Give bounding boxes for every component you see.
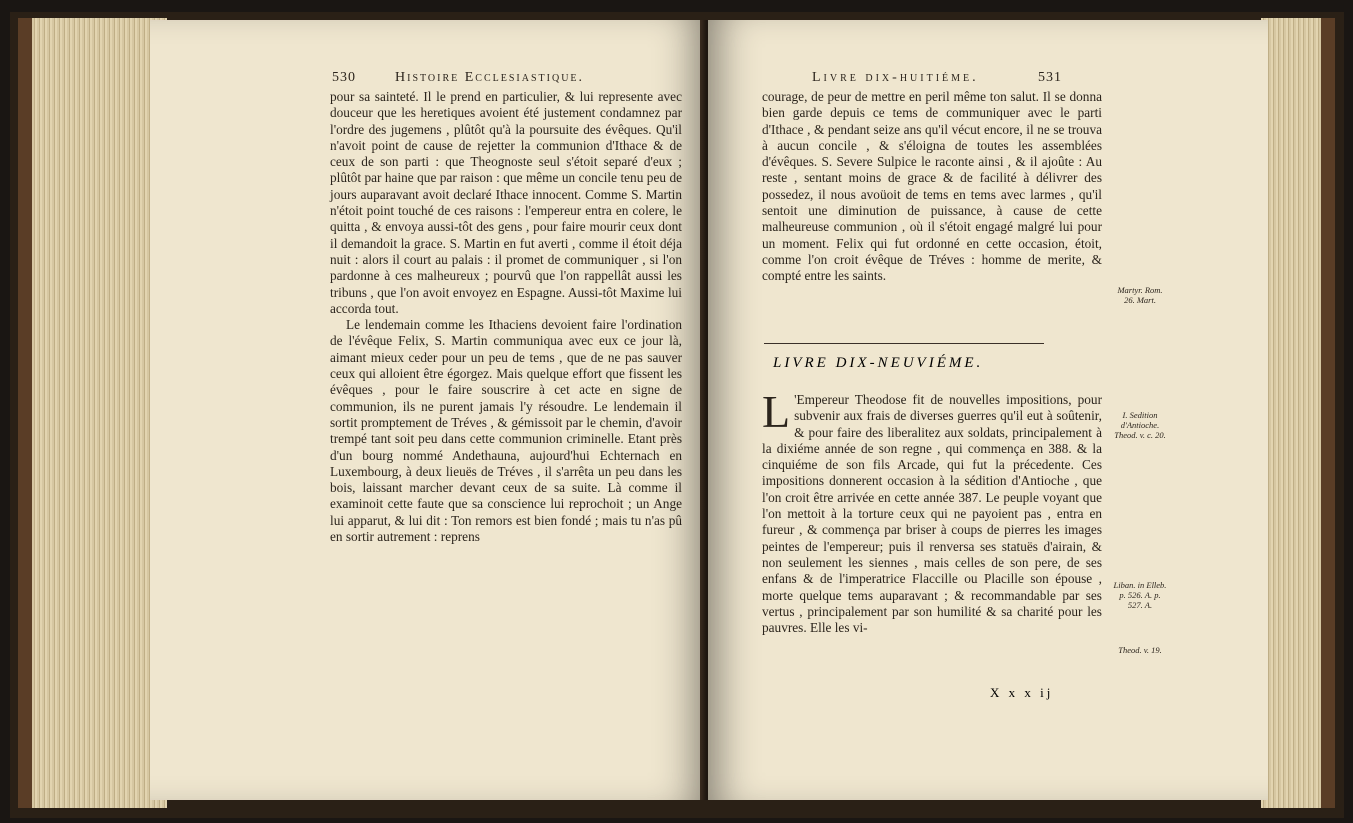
drop-cap: L xyxy=(762,386,791,437)
right-body-1 xyxy=(762,89,1102,285)
left-page-edges xyxy=(18,18,167,808)
margin-note-sedition: I. Sedition d'Antioche. Theod. v. c. 20. xyxy=(1114,410,1166,440)
signature-mark: X x x ij xyxy=(990,685,1054,700)
book-title: LIVRE DIX-NEUVIÉME. xyxy=(773,355,984,371)
right-paragraph-2: 'Empereur Theodose fit de nouvelles impositions, pour subvenir aux frais de diverses guerres qu'il eut à soûtenir, & pour faire des liberalitez aux soldats, principalement à la dixiéme année de son regne , qui commença en 388. & la cinquiéme de son fils Arcade, qui fut la précedente. Ces impositions donnerent occasion à la sédition d'Antioche , que l'on croit être arrivée en cette année 387. Le peuple voyant que l'on mettoit à la torture ceux qui ne payoient pas , entra en fureur , & commença par briser à coups de pierres les images peintes de l'empereur; puis il renversa ses statuës d'airain, & non seulement les siennes , mais celles de son pere, de ses enfans & de l'imperatrice Flaccille ou Placille son épouse , morte quelque tems auparavant ; & recommandable par ses vertus , principalement par son humilité & sa charité pour les pauvres. Elle les vi- xyxy=(762,392,1102,636)
left-body xyxy=(330,89,682,545)
left-running-head: Histoire Ecclesiastique. xyxy=(395,70,585,85)
right-paragraph-1: courage, de peur de mettre en peril même ton salut. Il se donna bien garde depuis ce tems de communiquer avec le parti d'Ithace , & pendant seize ans qu'il vécut encore, il ne se trouva à aucun concile , & s'éloigna de toutes les assemblées d'évêques. S. Severe Sulpice le raconte ainsi , & il ajoûte : Au reste , sentant moins de grace & de facilité à délivrer des possedez, il nous avoüoit de tems en tems avec larmes , qu'il sentoit une diminution de puissance, à cause de cette malheureuse communion , où il s'étoit engagé malgré lui pour un moment. Felix qui fut ordonné en cette occasion, étoit, comme l'on croit évêque de Tréves : homme de merite, & compté entre les saints. xyxy=(762,89,1102,284)
right-page-edges xyxy=(1261,18,1335,808)
right-page xyxy=(708,20,1268,800)
right-page-number: 531 xyxy=(1038,70,1062,85)
section-rule xyxy=(764,343,1044,344)
left-paragraph-1: pour sa sainteté. Il le prend en particulier, & lui represente avec douceur que les heretiques avoient été justement condamnez par l'ordre des jugemens , plûtôt qu'à la poursuite des évêques. Qu'il n'avoit point de cause de rejetter la communion d'Ithace & de ceux de son parti : que Theognoste seul s'étoit separé d'eux ; plûtôt par haine que par raison : que même un concile tenu peu de jours auparavant avoit declaré Ithace innocent. Comme S. Martin n'étoit point touché de ces raisons : l'empereur entra en colere, le quitta , & envoya aussi-tôt des gens , pour faire mourir ceux dont il demandoit la grace. S. Martin en fut averti , comme il étoit déja nuit : alors il court au palais : il promet de communiquer , si l'on pardonne à ces malheureux ; pourvû que l'on rappellât aussi les tribuns , que l'on avoit envoyez en Espagne. Aussi-tôt Maxime lui accorda tout. xyxy=(330,89,682,316)
margin-note-theod: Theod. v. 19. xyxy=(1118,645,1162,655)
margin-note-martyr: Martyr. Rom. 26. Mart. xyxy=(1117,285,1163,305)
right-running-head: Livre dix-huitiéme. xyxy=(812,70,979,85)
right-body-2 xyxy=(762,386,1102,636)
left-page xyxy=(150,20,705,800)
left-paragraph-2: Le lendemain comme les Ithaciens devoient faire l'ordination de l'évêque Felix, S. Martin communiqua avec eux ce jour là, aimant mieux ceder pour un peu de tems , que de ne pas sauver ceux qui alloient être égorgez. Mais quelque effort que fissent les évêques , pour le faire souscrire à cet acte en signe de communion, ils ne purent jamais l'y résoudre. Le lendemain il sortit promptement de Tréves , & gémissoit par le chemin, d'avoir trempé tant soit peu dans cette communion criminelle. Etant près d'un bourg nommé Andethauna, aujourd'hui Echternach en Luxembourg, à deux lieuës de Tréves , il s'arrêta un peu dans les bois, laissant marcher devant ceux de sa suite. Là comme il examinoit cette faute que sa conscience lui reprochoit ; un Ange lui apparut, & lui dit : Ton remors est bien fondé ; mais tu n'as pû en sortir autrement : reprens xyxy=(330,317,682,545)
margin-note-liban: Liban. in Elleb. p. 526. A. p. 527. A. xyxy=(1113,580,1167,610)
left-page-number: 530 xyxy=(332,70,356,85)
